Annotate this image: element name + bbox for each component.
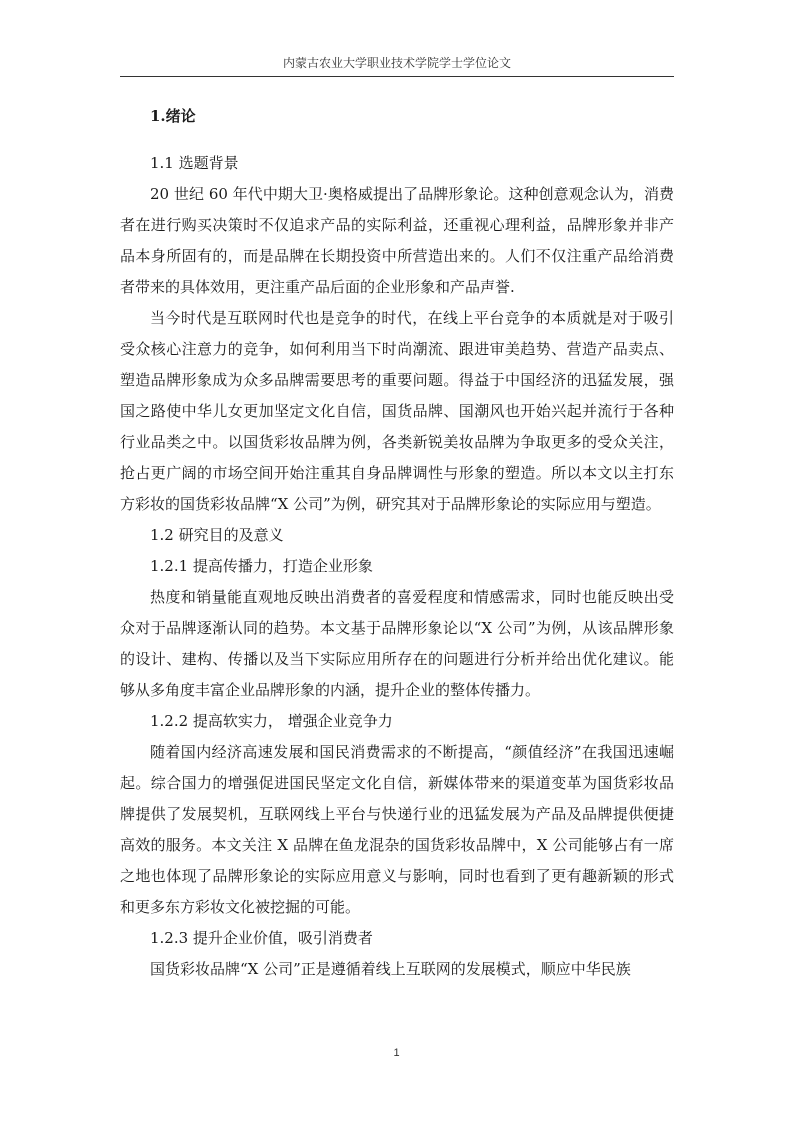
section-heading-1-1: 1.1 选题背景 bbox=[150, 154, 239, 172]
section-heading-1-2-1: 1.2.1 提高传播力，打造企业形象 bbox=[150, 557, 373, 575]
paragraph-background-1: 20 世纪 60 年代中期大卫·奥格威提出了品牌形象论。这种创意观念认为，消费者在进行购买决策时不仅追求产品的实际利益，还重视心理利益，品牌形象并非产品本身所固有的，而是品牌在长期投资中所营造出来的。人们不仅注重产品给消费者带来的具体效用，更注重产品后面的企业形象和产品声誉. bbox=[120, 185, 674, 296]
document-body bbox=[120, 92, 674, 985]
page-number: 1 bbox=[393, 1047, 400, 1059]
paragraph-background-2: 当今时代是互联网时代也是竞争的时代，在线上平台竞争的本质就是对于吸引受众核心注意力的竞争，如何利用当下时尚潮流、跟进审美趋势、营造产品卖点、塑造品牌形象成为众多品牌需要思考的重要问题。得益于中国经济的迅猛发展，强国之路使中华儿女更加坚定文化自信，国货品牌、国潮风也开始兴起并流行于各种行业品类之中。以国货彩妆品牌为例，各类新锐美妆品牌为争取更多的受众关注，抢占更广阔的市场空间开始注重其自身品牌调性与形象的塑造。所以本文以主打东方彩妆的国货彩妆品牌“X 公司”为例，研究其对于品牌形象论的实际应用与塑造。 bbox=[120, 309, 674, 513]
paragraph-purpose-2: 随着国内经济高速发展和国民消费需求的不断提高，“颜值经济”在我国迅速崛起。综合国力的增强促进国民坚定文化自信，新媒体带来的渠道变革为国货彩妆品牌提供了发展契机，互联网线上平台与快递行业的迅猛发展为产品及品牌提供便捷高效的服务。本文关注 X 品牌在鱼龙混杂的国货彩妆品牌中，X 公司能够占有一席之地也体现了品牌形象论的实际应用意义与影响，同时也看到了更有趣新颖的形式和更多东方彩妆文化被挖掘的可能。 bbox=[120, 743, 674, 916]
section-heading-1-2-2: 1.2.2 提高软实力， 增强企业竞争力 bbox=[150, 712, 393, 730]
paragraph-purpose-1: 热度和销量能直观地反映出消费者的喜爱程度和情感需求，同时也能反映出受众对于品牌逐渐认同的趋势。本文基于品牌形象论以“X 公司”为例，从该品牌形象的设计、建构、传播以及当下实际应用所存在的问题进行分析并给出优化建议。能够从多角度丰富企业品牌形象的内涵，提升企业的整体传播力。 bbox=[120, 588, 674, 699]
paragraph-purpose-3: 国货彩妆品牌“X 公司”正是遵循着线上互联网的发展模式，顺应中华民族 bbox=[150, 960, 631, 978]
section-heading-1-2-3: 1.2.3 提升企业价值，吸引消费者 bbox=[150, 929, 373, 947]
chapter-title: 1.绪论 bbox=[150, 107, 196, 125]
page-header bbox=[120, 52, 674, 77]
header-title: 内蒙古农业大学职业技术学院学士学位论文 bbox=[282, 56, 511, 70]
section-heading-1-2: 1.2 研究目的及意义 bbox=[150, 526, 284, 544]
